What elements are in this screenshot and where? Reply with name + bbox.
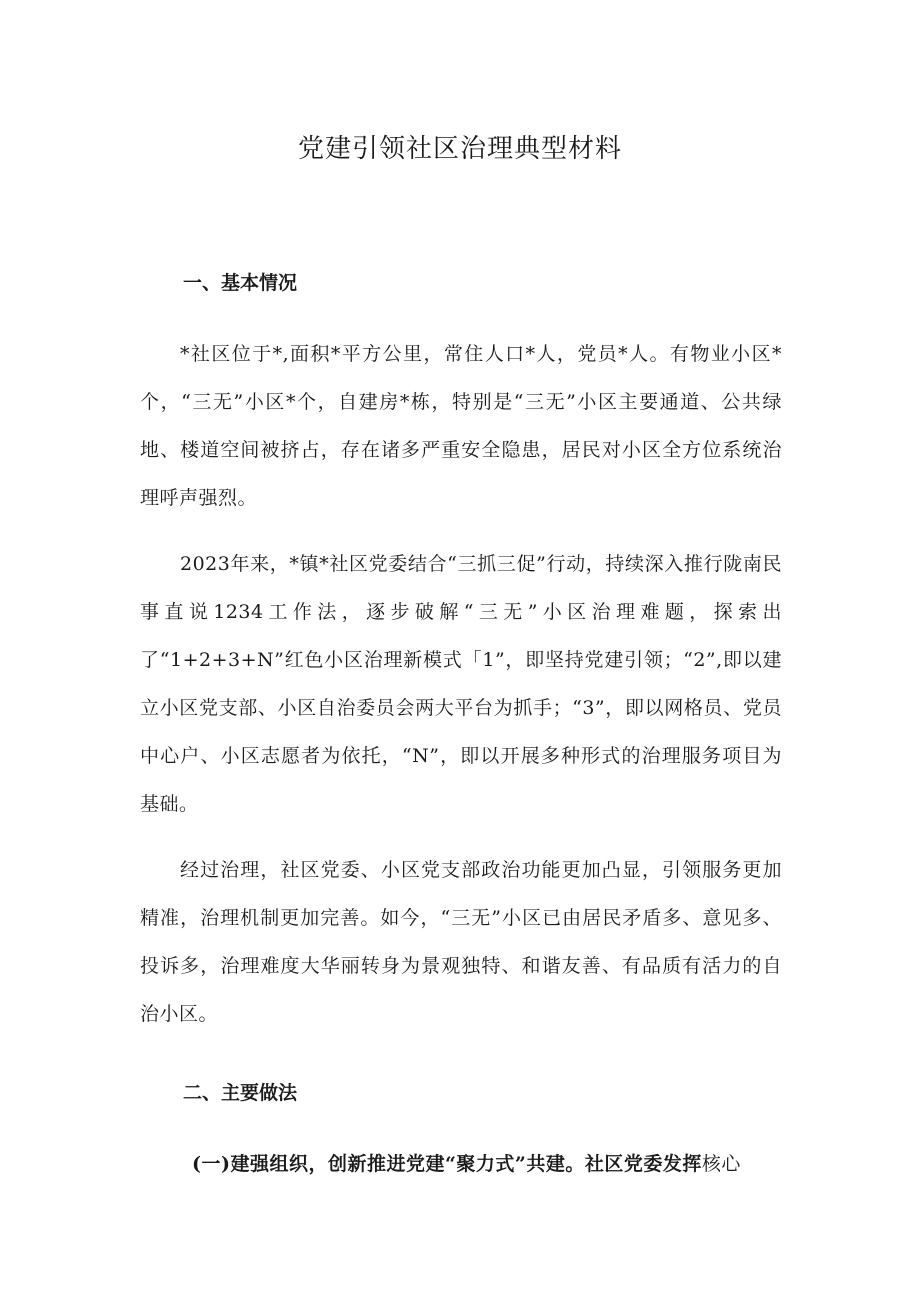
practice-1-heading: (一)建强组织，创新推进党建“聚力式”共建。社区党委发挥: [192, 1153, 702, 1175]
paragraph-governance-model: 2023年来，*镇*社区党委结合“三抓三促”行动，持续深入推行陇南民事直说1234工作法，逐步破解“三无”小区治理难题，探索出了“1+2+3+N”红色小区治理新模式「1”，即坚持党建引领；“2”,即以建立小区党支部、小区自治委员会两大平台为抓手；“3”，即以网格员、党员中心户、小区志愿者为依托，“N”，即以开展多种形式的治理服务项目为基础。: [140, 553, 782, 815]
paragraph-results: 经过治理，社区党委、小区党支部政治功能更加凸显，引领服务更加精准，治理机制更加完善。如今，“三无”小区已由居民矛盾多、意见多、投诉多，治理难度大华丽转身为景观独特、和谐友善、有品质有活力的自治小区。: [140, 859, 782, 1025]
paragraph-practice-1: [140, 1140, 782, 1188]
document-title: 党建引领社区治理典型材料: [297, 134, 622, 164]
section-heading-main-practices: 二、主要做法: [183, 1082, 298, 1104]
practice-1-text: 核心: [701, 1153, 741, 1175]
paragraph-overview: *社区位于*,面积*平方公里，常住人口*人，党员*人。有物业小区*个，“三无”小区*个，自建房*栋，特别是“三无”小区主要通道、公共绿地、楼道空间被挤占，存在诸多严重安全隐患，居民对小区全方位系统治理呼声强烈。: [140, 343, 782, 509]
section-heading-basic-situation: 一、基本情况: [183, 272, 298, 294]
